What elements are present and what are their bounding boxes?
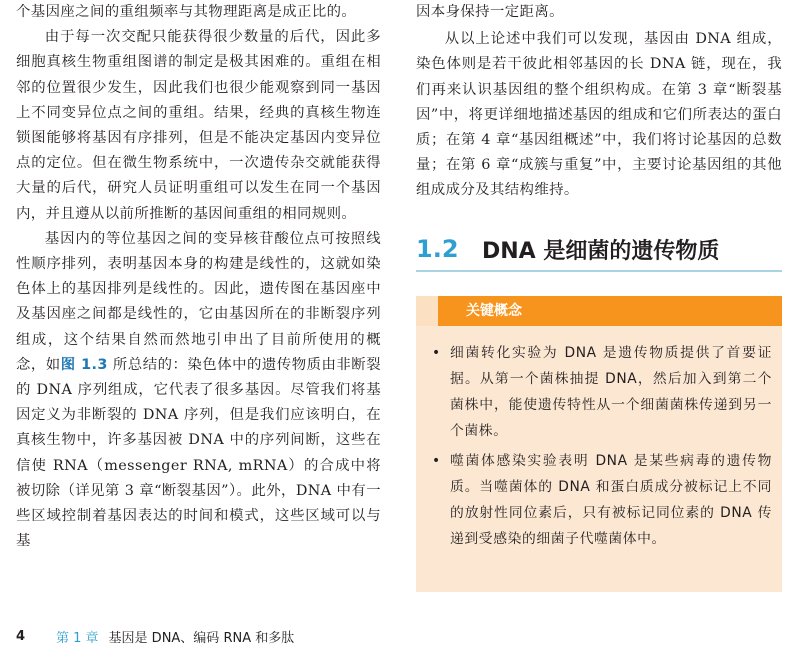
page-footer <box>16 627 516 645</box>
list-item-text: 噬菌体感染实验表明 DNA 是某些病毒的遗传物质。当噬菌体的 DNA 和蛋白质成分被标记上不同的放射性同位素后，只有被标记同位素的 DNA 传递到受感染的细菌子代噬菌体中。 <box>450 453 772 547</box>
paragraph-text: 基因内的等位基因之间的变异核苷酸位点可按照线性顺序排列，表明基因本身的构建是线性的，这就如染色体上的基因排列是线性的。因此，遗传图在基因座中及基因座之间都是线性的，它由基因所在的非断裂序列组成，这个结果自然而然地引申出了目前所使用的概念，如 <box>16 230 381 373</box>
bullet-icon: • <box>432 345 441 361</box>
bullet-icon: • <box>432 453 441 469</box>
paragraph: 个基因座之间的重组频率与其物理距离是成正比的。 <box>16 4 357 20</box>
list-item <box>432 448 772 552</box>
paragraph: 从以上论述中我们可以发现，基因由 DNA 组成，染色体则是若干彼此相邻基因的长 DNA 链，现在，我们再来认识基因组的整个组织构成。在第 3 章“断裂基因”中，将更详细地描述基因的组成和它们所表达的蛋白质；在第 4 章“基因组概述”中，我们将讨论基因的总数量；在第 6 章“成簇与重复”中，主要讨论基因组的其他组成成分及其结构维持。 <box>416 31 782 199</box>
key-concepts-box <box>416 296 782 592</box>
right-column <box>416 0 782 204</box>
chapter-title: 基因是 DNA、编码 RNA 和多肽 <box>108 630 295 646</box>
list-item <box>432 340 772 444</box>
paragraph <box>16 227 381 555</box>
key-concepts-list <box>432 340 772 556</box>
list-item-text: 细菌转化实验为 DNA 是遗传物质提供了首要证据。从第一个菌株抽提 DNA，然后加入到第二个菌株中，能使遗传特性从一个细菌菌株传递到另一个菌株。 <box>450 345 772 439</box>
left-column <box>16 0 381 554</box>
paragraph: 由于每一次交配只能获得很少数量的后代，因此多细胞真核生物重组图谱的制定是极其困难的。重组在相邻的位置很少发生，因此我们也很少能观察到同一基因上不同变异位点之间的重组。结果，经典的真核生物连锁图能够将基因有序排列，但是不能决定基因内变异位点的定位。但在微生物系统中，一次遗传杂交就能获得大量的后代，研究人员证明重组可以发生在同一个基因内，并且遵从以前所推断的基因间重组的相同规则。 <box>16 29 381 222</box>
section-title: DNA 是细菌的遗传物质 <box>482 238 720 264</box>
section-number: 1.2 <box>416 235 459 263</box>
header-accent-tab <box>416 296 438 326</box>
section-heading <box>416 228 782 272</box>
key-concepts-heading: 关键概念 <box>466 303 522 319</box>
key-concepts-header <box>416 296 782 326</box>
paragraph-text: 所总结的：染色体中的遗传物质由非断裂的 DNA 序列组成，它代表了很多基因。尽管我们将基因定义为非断裂的 DNA 序列，但是我们应该明白，在真核生物中，许多基因被 DNA 中的序列间断，这些在信使 RNA（messenger RNA, mRNA）的合成中将被切除（详见第 3 章“断裂基因”）。此外，DNA 中有一些区域控制着基因表达的时间和模式，这些区域可以与基 <box>16 356 381 550</box>
chapter-label: 第 1 章 <box>56 630 99 646</box>
page-number: 4 <box>16 628 26 644</box>
figure-reference-link[interactable]: 图 1.3 <box>60 356 108 373</box>
paragraph: 因本身保持一定距离。 <box>416 4 564 20</box>
